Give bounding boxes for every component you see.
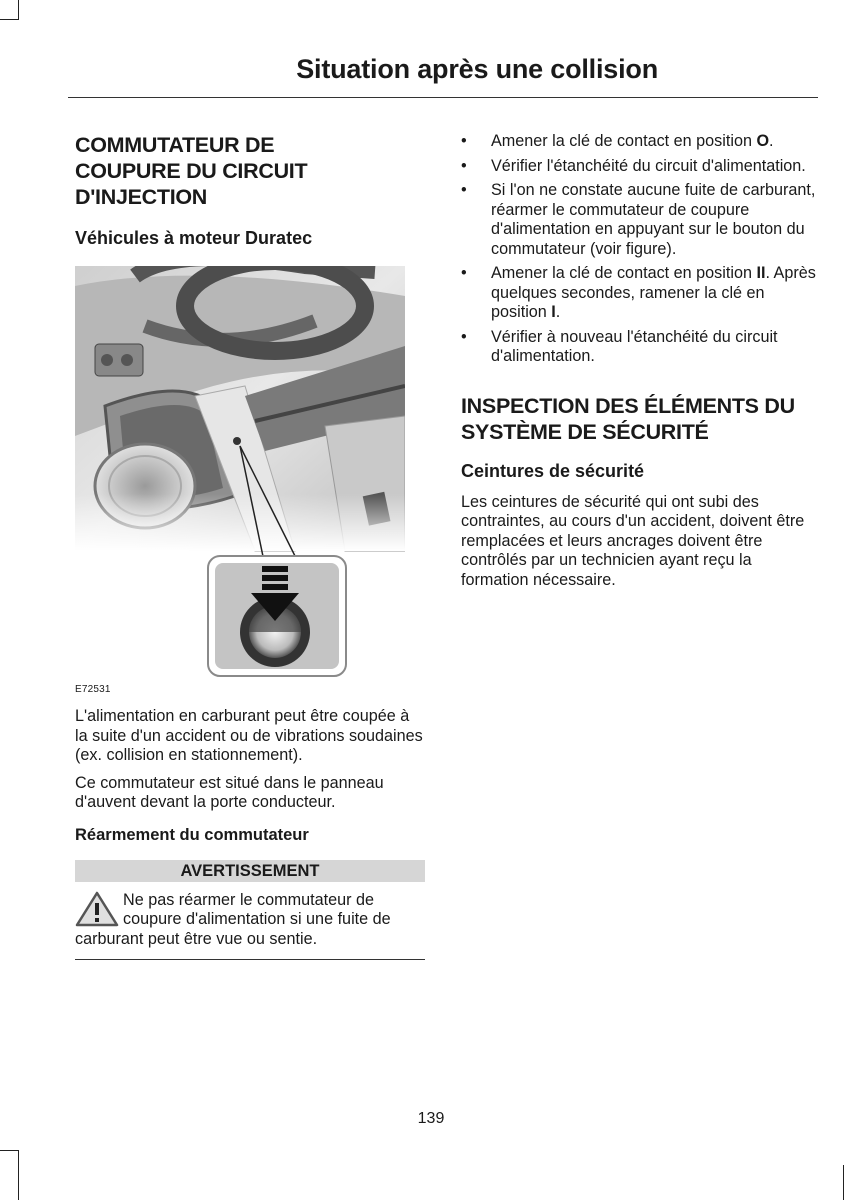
right-column: [461, 132, 816, 590]
subtitle-seatbelts: Ceintures de sécurité: [461, 460, 645, 481]
list-item: • Amener la clé de contact en position O.: [461, 132, 816, 152]
crop-mark: [0, 19, 19, 20]
section-title-safety-inspection: INSPECTION DES ÉLÉMENTS DU SYSTÈME DE SÉCURITÉ: [461, 393, 795, 444]
reset-heading: Réarmement du commutateur: [75, 825, 309, 844]
section-title-fuel-cutoff: COMMUTATEUR DE COUPURE DU CIRCUIT D'INJECTION: [75, 133, 308, 209]
switch-location-figure: [75, 266, 405, 686]
warning-text: Ne pas réarmer le commutateur de coupure d'alimentation si une fuite de carburant peut être vue ou sentie.: [75, 890, 391, 948]
page-title: Situation après une collision: [296, 54, 658, 84]
left-column: [75, 132, 425, 960]
subtitle-duratec: Véhicules à moteur Duratec: [75, 228, 313, 248]
list-item: • Si l'on ne constate aucune fuite de carburant, réarmer le commutateur de coupure d'alimentation en appuyant sur le bouton du commutateur (voir figure).: [461, 181, 816, 259]
crop-mark: [18, 0, 19, 20]
dashboard-illustration: [75, 266, 405, 686]
warning-heading: AVERTISSEMENT: [75, 860, 425, 882]
paragraph-seatbelts: Les ceintures de sécurité qui ont subi des contraintes, au cours d'un accident, doivent être remplacées et leurs ancrages doivent être contrôlés par un technicien ayant reçu la formation nécessaire.: [461, 492, 805, 589]
title-rule: [68, 97, 818, 98]
paragraph-fuel-cut: L'alimentation en carburant peut être coupée à la suite d'un accident ou de vibrations soudaines (ex. collision en stationnement).: [75, 707, 423, 764]
crop-mark: [843, 1165, 844, 1200]
warning-box: [75, 882, 425, 961]
warning-triangle-icon: [75, 891, 119, 927]
list-item: • Amener la clé de contact en position II. Après quelques secondes, ramener la clé en position I.: [461, 264, 816, 323]
list-item: • Vérifier l'étanchéité du circuit d'alimentation.: [461, 157, 816, 177]
paragraph-switch-location: Ce commutateur est situé dans le panneau d'auvent devant la porte conducteur.: [75, 773, 384, 811]
page-number: 139: [417, 1110, 445, 1127]
crop-mark: [18, 1150, 19, 1200]
procedure-list: [461, 132, 816, 367]
crop-mark: [0, 1150, 19, 1151]
list-item: • Vérifier à nouveau l'étanchéité du circuit d'alimentation.: [461, 328, 816, 367]
figure-id: E72531: [75, 684, 111, 695]
